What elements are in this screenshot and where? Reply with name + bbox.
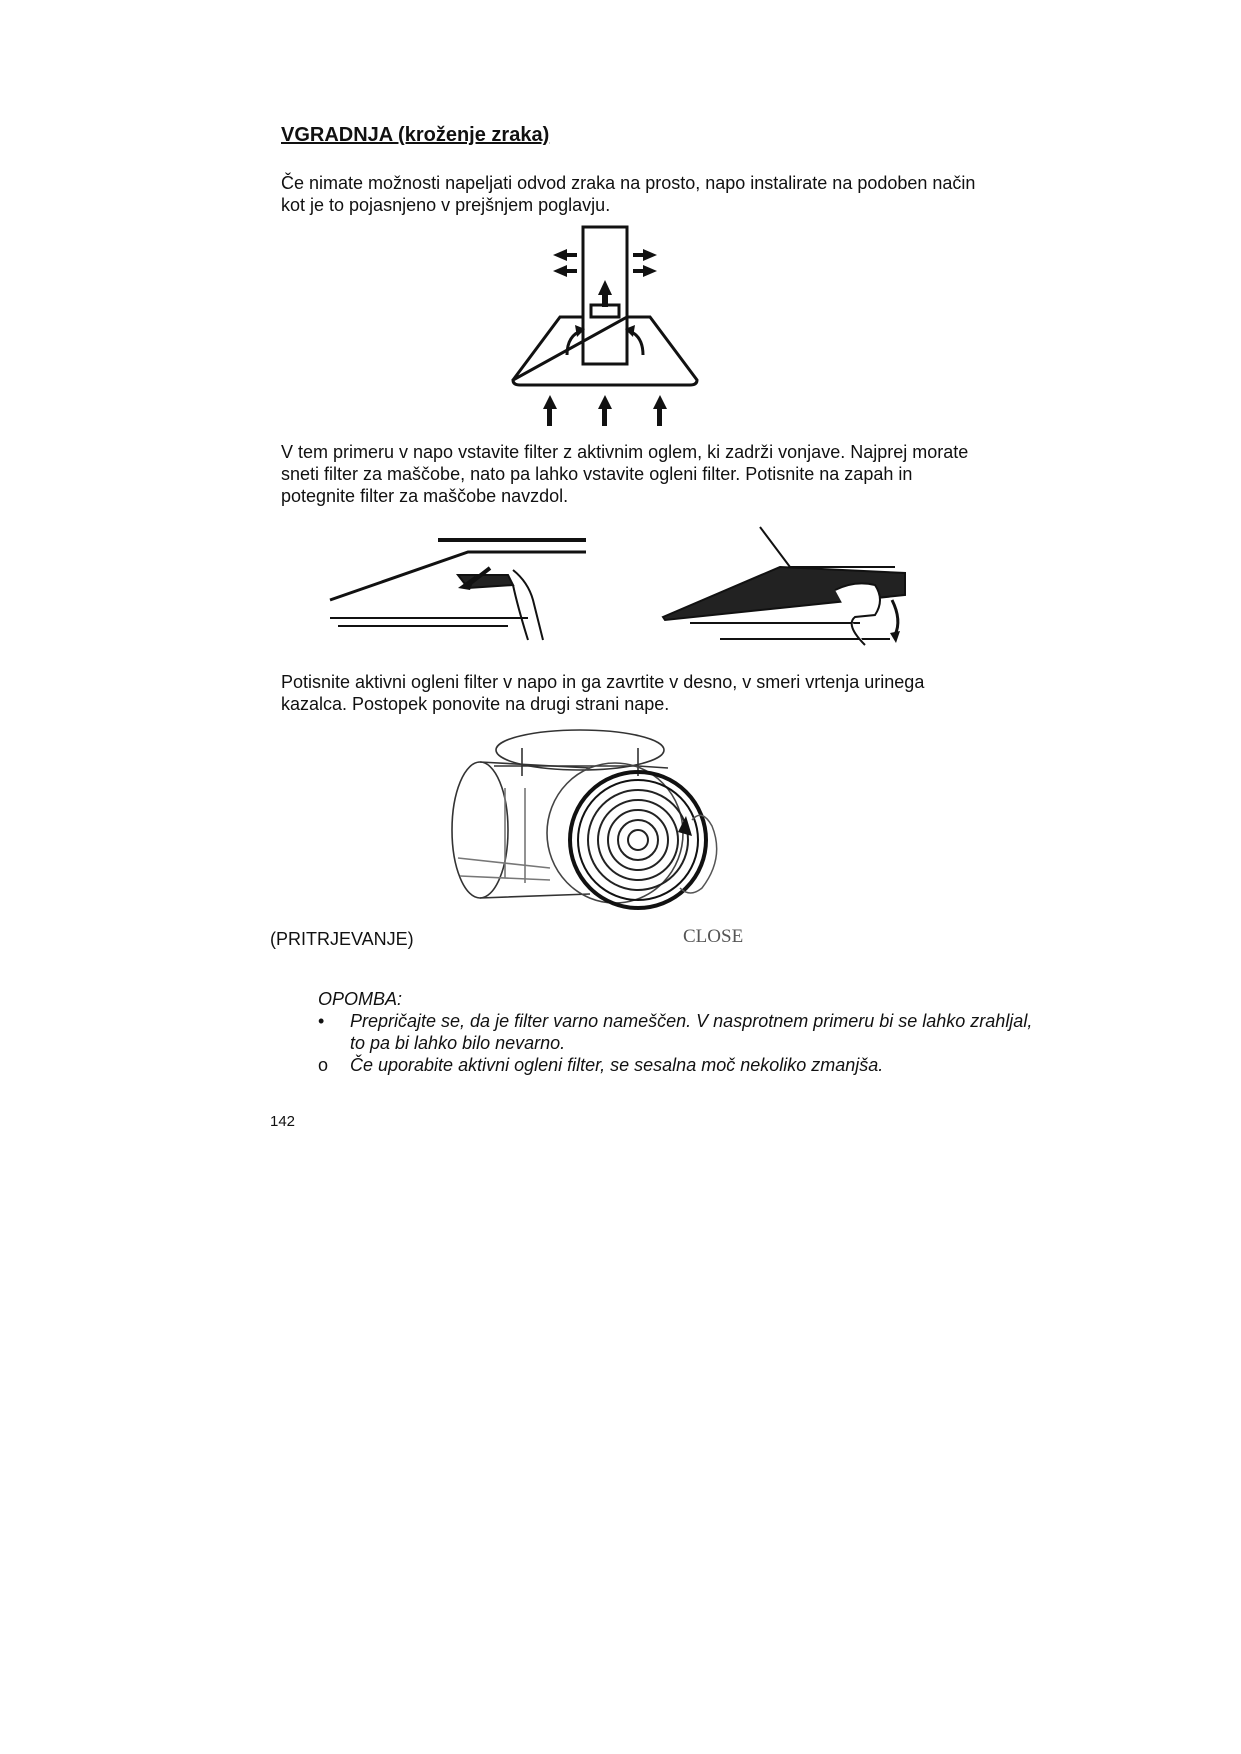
hood-airflow-diagram <box>505 225 705 430</box>
arrow-up-icon <box>678 816 692 836</box>
filter-instructions-paragraph: V tem primeru v napo vstavite filter z aktivnim oglem, ki zadrži vonjave. Najprej morate sneti filter za maščobe, nato pa lahko vstavite ogleni filter. Potisnite na zapah in potegnite filter za maščobe navzdol. <box>281 442 969 506</box>
intake-arrow-icon <box>543 395 557 409</box>
arrow-left-icon <box>553 249 567 261</box>
arrow-up-icon <box>598 280 612 295</box>
rotate-arrow <box>892 600 898 635</box>
note-section <box>318 988 1038 1076</box>
bullet-marker: • <box>318 1011 325 1031</box>
grease-filter-latch-diagram <box>328 530 593 650</box>
note-title: OPOMBA: <box>318 989 403 1009</box>
page-title: VGRADNJA (kroženje zraka) <box>281 124 550 146</box>
grease-filter-pull-diagram <box>660 525 915 650</box>
figure-label-attachment: (PRITRJEVANJE) <box>270 929 414 949</box>
note-item-text: Če uporabite aktivni ogleni filter, se sesalna moč nekoliko zmanjša. <box>350 1055 884 1075</box>
arrow-right-icon <box>643 249 657 261</box>
carbon-filter-paragraph: Potisnite aktivni ogleni filter v napo in ga zavrtite v desno, v smeri vrtenja urinega kazalca. Postopek ponovite na drugi strani nape. <box>281 672 925 714</box>
page-number: 142 <box>270 1113 296 1130</box>
airflow-arrow-right <box>627 330 643 355</box>
note-item-text: Prepričajte se, da je filter varno nameščen. V nasprotnem primeru bi se lahko zrahljal, to pa bi lahko bilo nevarno. <box>350 1011 1033 1053</box>
intro-paragraph: Če nimate možnosti napeljati odvod zraka na prosto, napo instalirate na podoben način kot je to pojasnjeno v prejšnjem poglavju. <box>281 173 976 215</box>
note-item <box>318 1054 1038 1076</box>
hand-outline <box>513 570 543 640</box>
hood-canopy <box>513 317 697 385</box>
bullet-marker: o <box>318 1055 329 1075</box>
note-item <box>318 1010 1038 1054</box>
carbon-filter-motor-diagram <box>440 728 740 928</box>
figure-label-close: CLOSE <box>683 926 744 947</box>
